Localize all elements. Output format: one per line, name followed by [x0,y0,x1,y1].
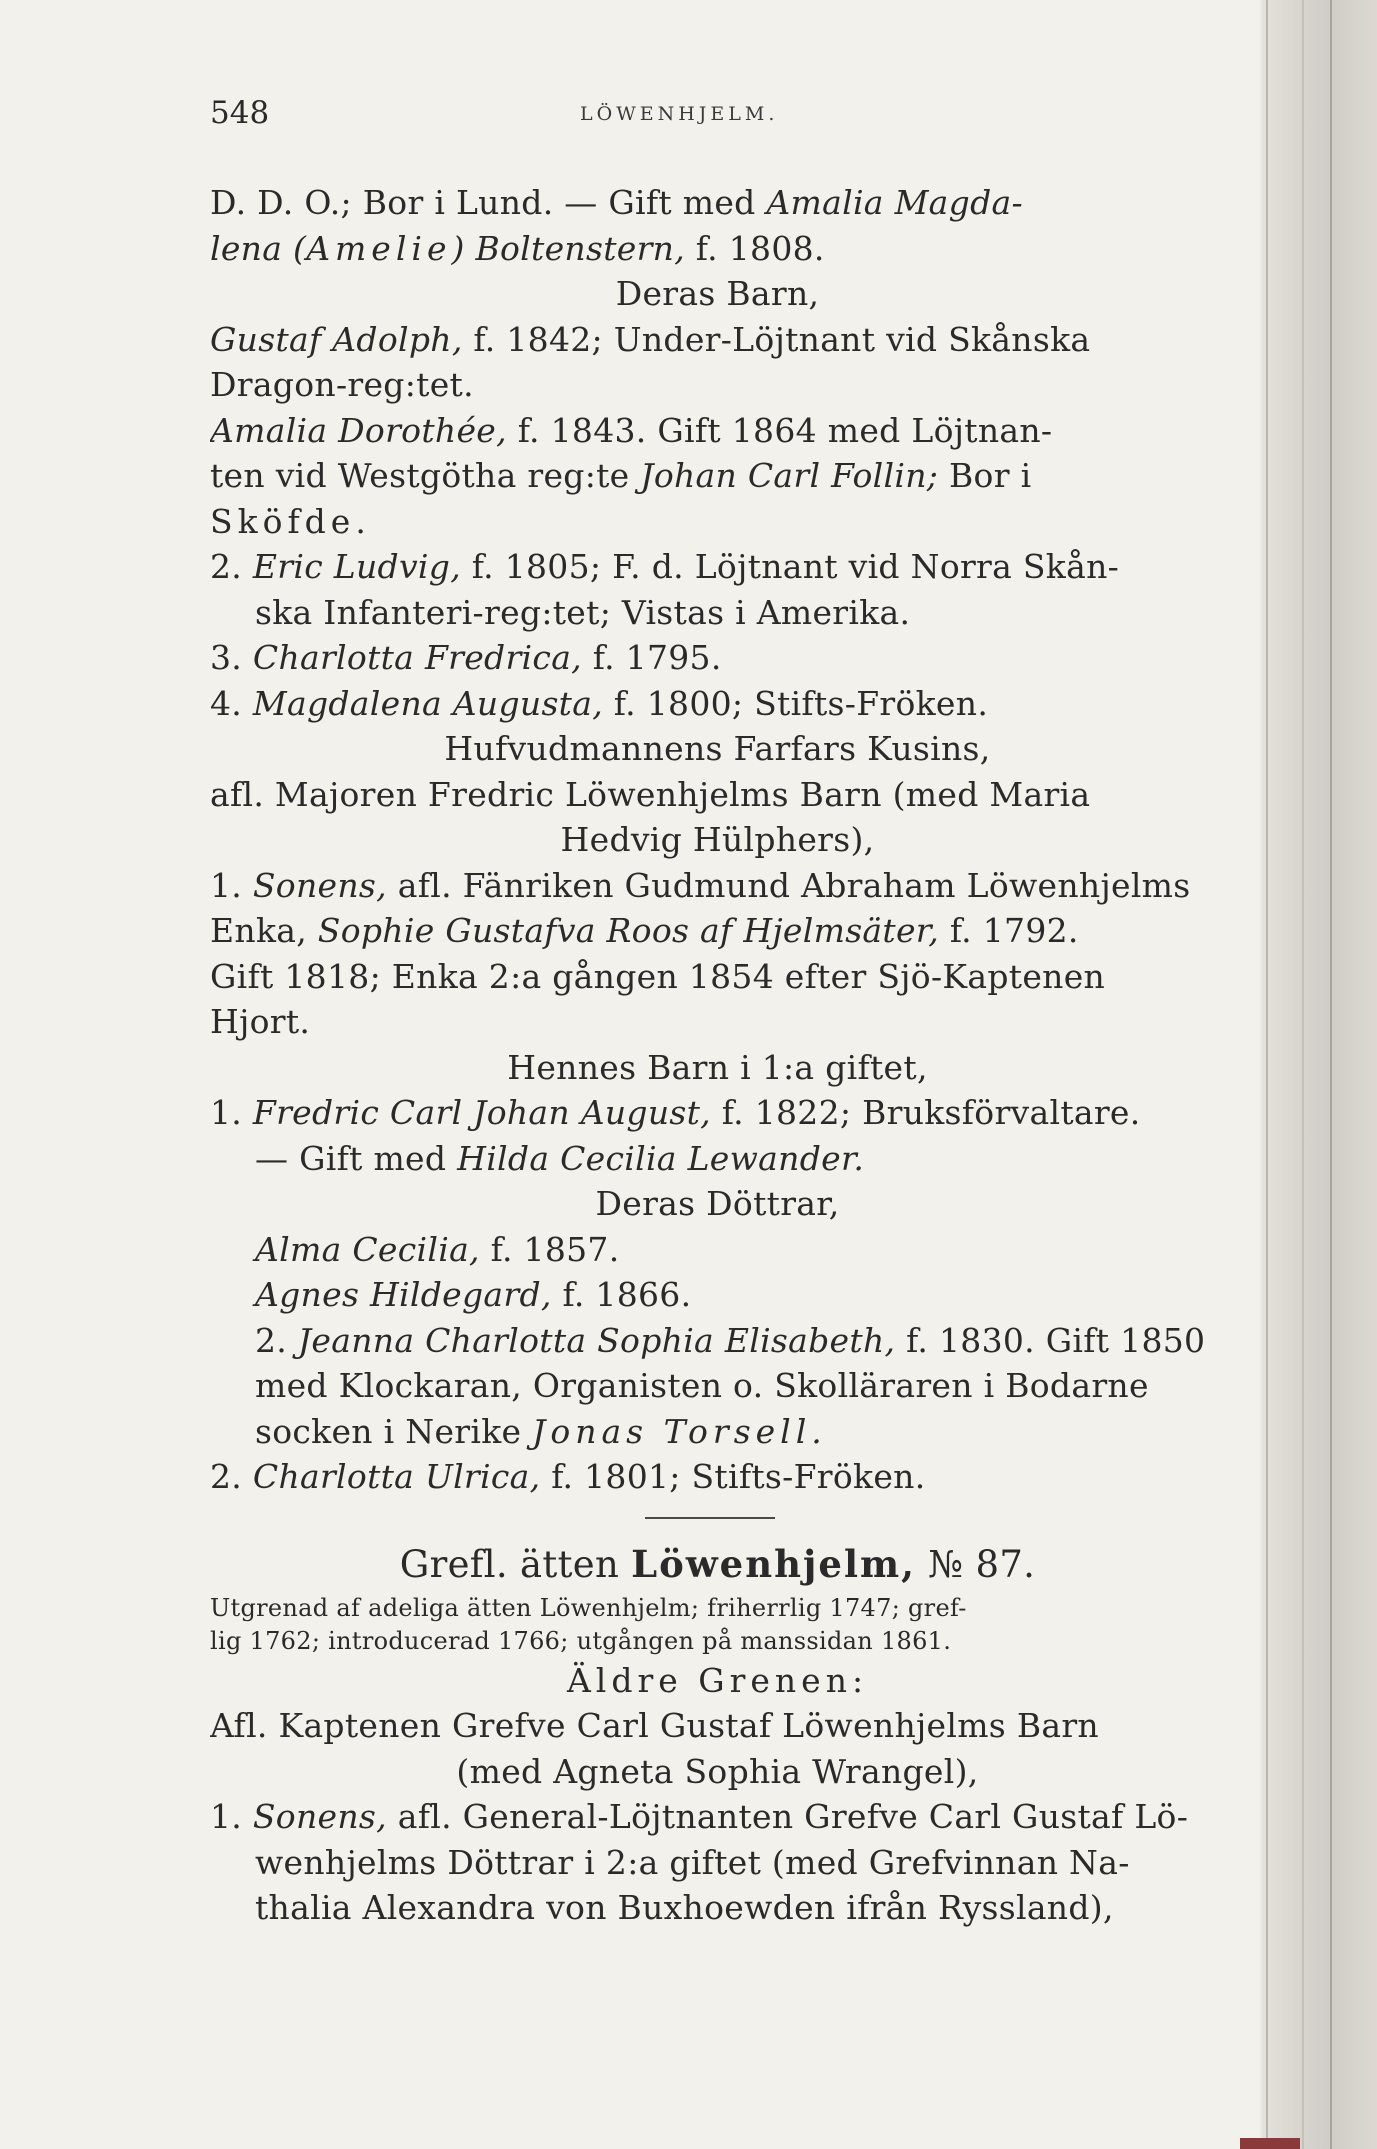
text-line: Hedvig Hülphers), [560,820,875,859]
section-divider [210,1500,1225,1536]
subheading: Deras Barn, [615,274,820,313]
subheading: Hennes Barn i 1:a giftet, [507,1047,928,1087]
page-edge-line [1330,0,1332,2149]
page-number: 548 [210,95,270,131]
text-line: 4. Magdalena Augusta, f. 1800; Stifts-Fröken. [210,683,989,723]
text-line: Dragon-reg:tet. [210,365,474,404]
text-line: 1. Fredric Carl Johan August, f. 1822; Bruksförvaltare. [210,1093,1141,1132]
text-line: lena (Amelie) Boltenstern, f. 1808. [210,228,825,268]
text-line: Hjort. [210,1002,311,1041]
subheading: Deras Döttrar, [595,1184,840,1223]
branch-heading: Äldre Grenen: [566,1660,869,1700]
text-line: ska Infanteri-reg:tet; Vistas i Amerika. [255,592,911,632]
intro-line: Utgrenad af adeliga ätten Löwenhjelm; friherrlig 1747; gref- [210,1593,967,1622]
text-line: ten vid Westgötha reg:te Johan Carl Follin; Bor i [210,456,1032,495]
text-line: (med Agneta Sophia Wrangel), [456,1751,979,1791]
page-body [210,180,1225,1931]
text-line: wenhjelms Döttrar i 2:a giftet (med Grefvinnan Na- [255,1842,1130,1882]
text-line: thalia Alexandra von Buxhoewden ifrån Ryssland), [255,1888,1114,1927]
intro-line: lig 1762; introducerad 1766; utgången på manssidan 1861. [210,1626,952,1655]
binding-edge [1240,2138,1300,2149]
page-edge-line [1302,0,1304,2149]
text-line: 3. Charlotta Fredrica, f. 1795. [210,638,722,677]
text-line: med Klockaran, Organisten o. Skolläraren i Bodarne [255,1366,1149,1405]
text-line: 2. Jeanna Charlotta Sophia Elisabeth, f. 1830. Gift 1850 [255,1320,1206,1360]
text-line: Gift 1818; Enka 2:a gången 1854 efter Sjö-Kaptenen [210,956,1106,996]
text-line: Agnes Hildegard, f. 1866. [255,1275,692,1314]
text-line: 2. Eric Ludvig, f. 1805; F. d. Löjtnant vid Norra Skån- [210,547,1120,586]
text-line: Gustaf Adolph, f. 1842; Under-Löjtnant vid Skånska [210,319,1091,359]
text-line: socken i Nerike Jonas Torsell. [255,1411,827,1451]
section-heading: Grefl. ätten Löwenhjelm, № 87. [399,1541,1036,1586]
text-line: D. D. O.; Bor i Lund. — Gift med Amalia Magda- [210,183,1023,222]
text-line: 1. Sonens, afl. Fänriken Gudmund Abraham Löwenhjelms [210,865,1191,905]
text-line: Alma Cecilia, f. 1857. [255,1229,620,1269]
text-line: 2. Charlotta Ulrica, f. 1801; Stifts-Fröken. [210,1457,926,1496]
text-line: — Gift med Hilda Cecilia Lewander. [255,1138,865,1178]
subheading: Hufvudmannens Farfars Kusins, [444,729,991,768]
running-head [210,95,1210,135]
page-edge-line [1266,0,1268,2149]
text-line: Afl. Kaptenen Grefve Carl Gustaf Löwenhjelms Barn [210,1706,1099,1745]
text-line: Amalia Dorothée, f. 1843. Gift 1864 med Löjtnan- [210,410,1053,450]
page-edge [1262,0,1377,2149]
text-line: Sköfde. [210,501,371,541]
text-line: 1. Sonens, afl. General-Löjtnanten Grefve Carl Gustaf Lö- [210,1797,1189,1836]
running-title: LÖWENHJELM. [580,103,779,125]
text-line: afl. Majoren Fredric Löwenhjelms Barn (med Maria [210,774,1091,814]
text-line: Enka, Sophie Gustafva Roos af Hjelmsäter, f. 1792. [210,911,1079,950]
